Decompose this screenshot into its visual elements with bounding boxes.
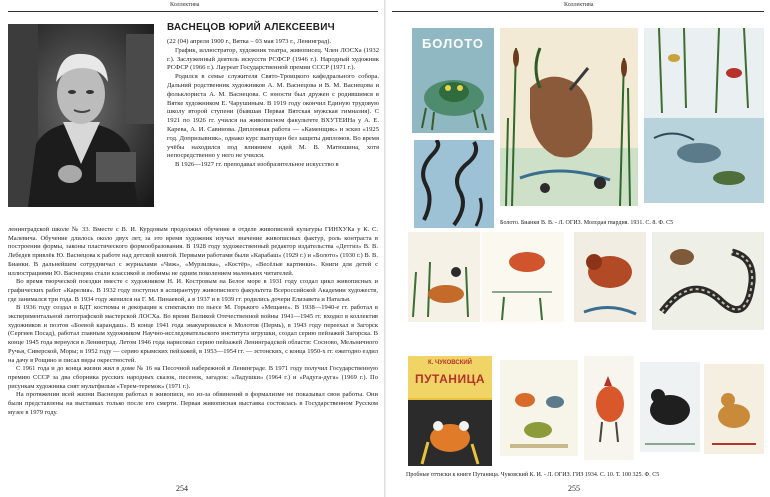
header-rule [8,11,378,12]
bio-paragraph: В 1936 году создал в БДТ костюмы и декорации к спектаклю по пьесе М. Горького «Мещане». В 1938—1940-е гг. работал в экспериментальной литографской мастерской ЛОСХа. Во время Великой Отечественной войны 1941—1945 гг. входил в коллектив художников и поэтов «Боевой карандаш». В конце 1941 года эвакуировался в Молотов (Пермь), в 1943 году переехал в Загорск (Сергиев Посад), работал главным художником Научно-исследовательского института игрушки, создал серию пейзажей Загорска. В конце 1945 года вернулся в Ленинград. Летом 1946 года нарисовал серию пейзажей Ленинградской области: Сосново, Мельничного Ручья, Сиверской, Моры; в 1952 году — серию крымских пейзажей, в 1953—1954 гг. — эстонских, с конца 1950-х гг. ежегодно ездил на дачу в Рощино и писал виды окрестностей. [8,304,378,364]
page-number: 254 [176,484,188,493]
header-rule [392,11,764,12]
putanitsa-cover-title: ПУТАНИЦА [414,372,486,386]
snake-large-illustration [652,232,764,330]
artist-portrait-photo [8,24,154,207]
running-head: Коллектива [564,2,594,8]
bio-paragraph: На протяжении всей жизни Васнецов работал в живописи, но из-за обвинений в формализме не показывал свои работы. Они были представлены на выставках только после его смерти. Первая живописная выставка состоялась в Государственном Русском музее в 1979 году. [8,391,378,416]
right-page [386,0,770,497]
proof-print-cat [704,364,764,454]
putanitsa-caption: Пробные оттиски к книге Путаница. Чуковский К. И. - Л. ОГИЗ. ГИЗ 1934. С. 10. Т. 100 325. Ф. С5 [406,472,660,478]
bio-paragraph: График, иллюстратор, художник театра, живописец. Член ЛОСХа (1932 г.). Заслуженный деятель искусств РСФСР (1946 г.). Народный художник РСФСР (1966 г.). Лауреат Государственной премии СССР (1971 г.). [167,46,379,72]
page-number: 255 [568,484,580,493]
boloto-caption: Болото. Бианки В. В. - Л. ОГИЗ. Молодая гвардия. 1931. С. 8. Ф. С5 [500,220,674,226]
boloto-cover-title: БОЛОТО [421,36,485,51]
fish-water-illustration [644,28,764,203]
bear-illustration [574,232,646,322]
bio-paragraph: Во время творческой поездки вместе с художником Н. И. Костровым на Белое море в 1931 году создал цикл живописных и графических работ «Карелия». В 1932 году поступил в аспирантуру живописного факультета Всероссийской Академии художеств, где занимался три года. В 1934 году женился на Г. М. Пинаевой, а в 1937 и в 1939 гг. родились дочери Елизавета и Наталья. [8,278,378,303]
proof-print-rooster [584,356,634,460]
putanitsa-cover-author: К. ЧУКОВСКИЙ [428,360,472,366]
bio-paragraph: С 1961 года и до конца жизни жил в доме № 16 на Песочной набережной в Ленинграде. В 1971 году получил Государственную премию СССР за два сборника русских народных сказок, песенок, загадок: «Ладушки» (1964 г.) и «Радуга-дуга» (1969 г.). По рисункам художника снят мультфильм «Терем-теремок» (1971 г.). [8,365,378,390]
putanitsa-cover-image [408,356,492,466]
bio-paragraph: В 1926—1927 гг. преподавал изобразительное искусство в [175,161,339,169]
bio-paragraph: (22 (04) апреля 1900 г., Вятка – 03 мая 1973 г., Ленинград). [167,38,332,45]
left-page [0,0,384,497]
artist-name-heading: ВАСНЕЦОВ ЮРИЙ АЛЕКСЕЕВИЧ [167,22,335,33]
bio-paragraph: ленинградской школе № 33. Вместе с В. И. Курдовым продолжил обучение в отделе живописной культуры ГИНХУКа у К. С. Малевича. Обучение длилось около двух лет, за это время художник изучал значение живописных фактур, роль контраста в построении формы, законы пластического формообразования. В 1928 году художественный редактор издательства «Детгиз» В. В. Лебедев привлёк Ю. Васнецова к работе над детской книгой. Первыми работами были «Карабаш» (1929 г.) и «Болото» (1930 г.) В. В. Бианки. В дальнейшем сотрудничал с журналами «Чиж», «Мурзилка», «Костёр», «Весёлые картинки». Книги для детей с иллюстрациями Ю. Васнецова стали классикой и любимы не одним поколением маленьких читателей. [8,226,378,277]
proof-print-animals-1 [500,360,578,456]
heron-swamp-illustration [500,28,638,206]
proof-print-bear [640,362,700,452]
bio-text-bottom [8,226,378,417]
bio-paragraph: Родился в семье служителя Свято-Троицкого кафедрального собора. Дальний родственник художников А. М. Васнецова и В. М. Васнецова и фольклориста А. М. Васнецова. С юности был дружен с родившимся в Вятке художником Е. Чарушиным. В 1919 году окончил Единую трудовую школу второй ступени (бывшая Первая Вятская мужская гимназия). С 1921 по 1926 гг. учился на живописном факультете ВХУТЕИНа у А. Е. Карева, А. И. Савинова. Дипломная работа — «Каменщик» и эскиз «1925 год. Допризывник», однако курс выпущен без защиты дипломов. Во время учёбы находился под влиянием идей М. В. Матюшина, хотя непосредственно у него не учился. [167,73,379,160]
bio-text-top [167,38,379,170]
boloto-cover-image [412,28,494,133]
snakes-illustration [414,140,494,228]
fox-spread-illustration-right [482,232,564,322]
running-head: Коллектива [170,2,200,8]
fox-spread-illustration-left [408,232,480,322]
